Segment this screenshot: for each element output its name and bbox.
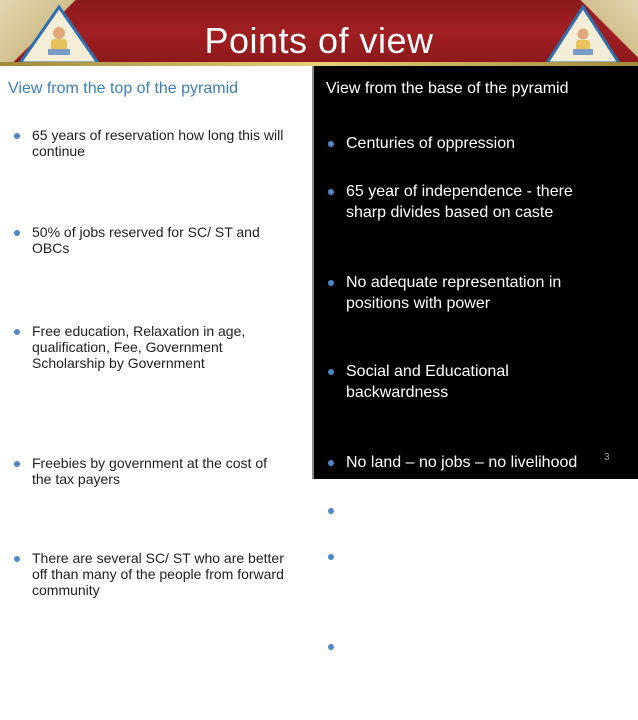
bullet-dot-icon <box>328 280 334 286</box>
list-item: Freebies by government at the cost of the tax payers <box>10 455 290 487</box>
bullet-dot-icon <box>14 329 20 335</box>
left-column-heading: View from the top of the pyramid <box>8 80 239 97</box>
bullet-dot-icon <box>14 230 20 236</box>
list-item: No adequate representation in positions with power <box>324 272 614 314</box>
page-number: 3 <box>604 452 610 463</box>
right-column-heading: View from the base of the pyramid <box>326 80 569 97</box>
bullet-dot-icon <box>328 369 334 375</box>
list-item: 65 year of independence - there sharp divides based on caste <box>324 181 614 223</box>
list-item: Government schemes do not reach the actual needy <box>324 546 614 588</box>
bullet-dot-icon <box>14 556 20 562</box>
bullet-dot-icon <box>14 461 20 467</box>
left-point-list <box>0 0 312 598</box>
bullet-dot-icon <box>14 133 20 139</box>
list-item: Centuries of oppression <box>324 133 614 154</box>
bullet-dot-icon <box>328 554 334 560</box>
bullet-dot-icon <box>328 189 334 195</box>
bullet-dot-icon <box>328 508 334 514</box>
right-point-list <box>314 0 638 718</box>
list-item: Rules are for the sake of rules <box>324 500 614 521</box>
list-item: Free education, Relaxation in age, qualification, Fee, Government Scholarship by Government <box>10 323 290 371</box>
slide-title: Points of view <box>204 20 434 61</box>
bullet-dot-icon <box>328 141 334 147</box>
bullet-dot-icon <box>328 644 334 650</box>
bullet-dot-icon <box>328 460 334 466</box>
list-item: 50% of jobs reserved for SC/ ST and OBCs <box>10 224 290 256</box>
list-item: 65 years of reservation how long this will continue <box>10 127 290 159</box>
list-item: No land – no jobs – no livelihood <box>324 452 614 473</box>
list-item: Social and Educational backwardness <box>324 361 614 403</box>
list-item: In 40 Central Universities – Out of 2512 (SC quota) 1779 are vacant post. Out of 930(ST quota) 753 posts are vacant <box>324 636 614 720</box>
list-item: There are several SC/ ST who are better off than many of the people from forward community <box>10 550 290 598</box>
